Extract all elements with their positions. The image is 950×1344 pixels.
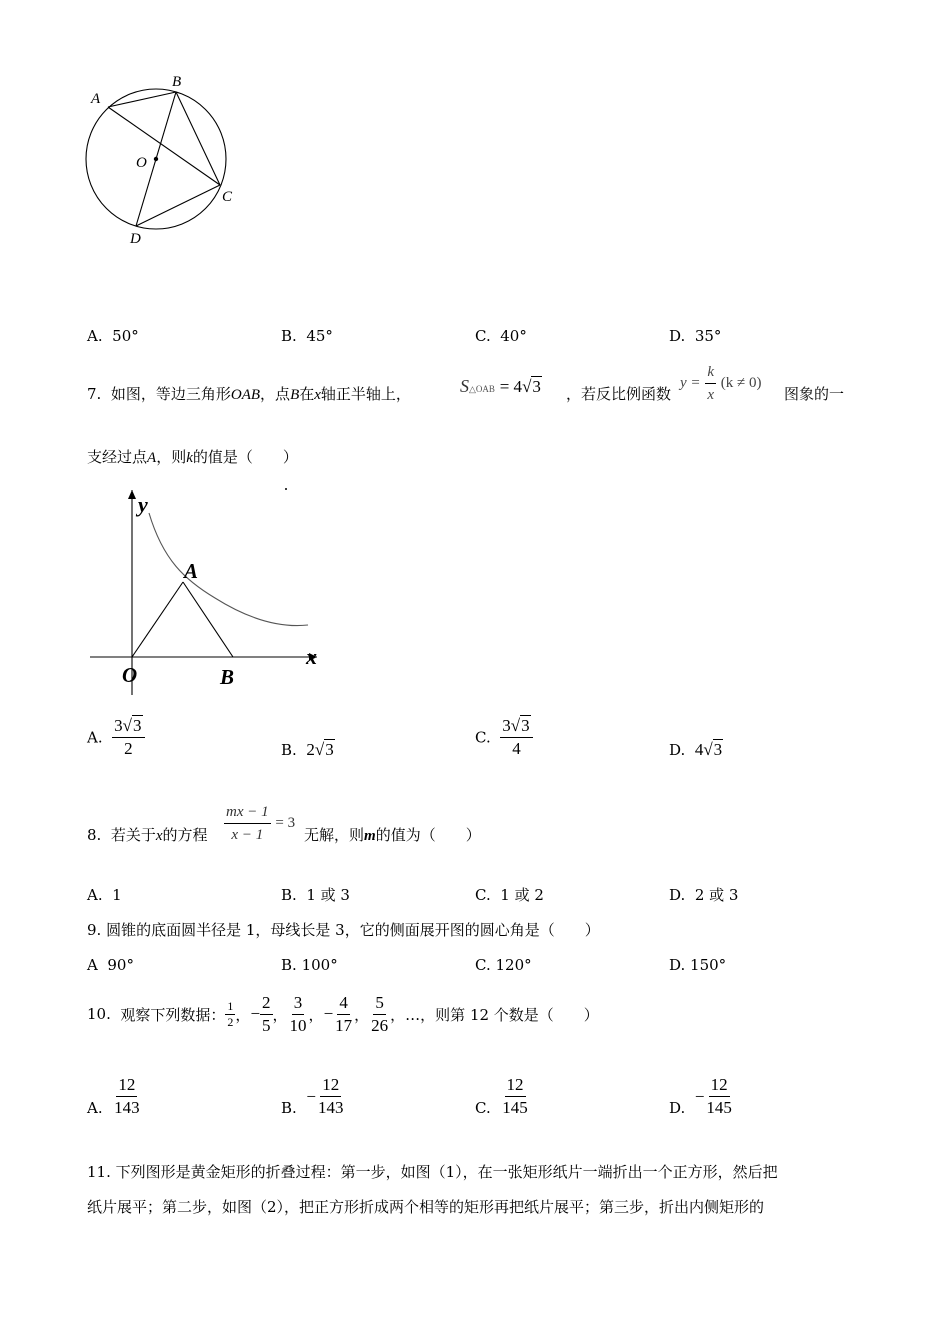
q10-fraction-2: $\frac{2}{5}$ xyxy=(262,992,271,1035)
q7-option-a: A. $\frac{3√3}{2}$ xyxy=(87,716,145,759)
q7-stem-line1: 7. 如图，等边三角形OAB，点B在x轴正半轴上， xyxy=(87,385,411,403)
stray-dot xyxy=(285,488,287,490)
q7-text-part5: ，若反比例函数 xyxy=(566,385,672,403)
q8-equation: $\frac{mx - 1}{x - 1}$ = 3 xyxy=(226,804,296,843)
q10-option-b: B. − $\frac{12}{143}$ xyxy=(281,1075,344,1117)
q9-stem: 9. 圆锥的底面圆半径是 1，母线长是 3，它的侧面展开图的圆心角是（ ） xyxy=(87,921,600,939)
q6-option-a: A. 50° xyxy=(87,327,139,345)
center-point xyxy=(154,157,158,161)
q7-graph xyxy=(85,480,345,695)
q11-stem-line2: 纸片展平；第二步，如图（2），把正方形折成两个相等的矩形再把纸片展平；第三步，折出内侧矩形的 xyxy=(87,1198,765,1216)
label-x: x xyxy=(306,644,317,669)
q6-option-c: C. 40° xyxy=(475,327,527,345)
segment-dc xyxy=(136,185,220,226)
q8-option-d: D. 2 或 3 xyxy=(669,886,739,904)
q8-option-c: C. 1 或 2 xyxy=(475,886,544,904)
q9-option-a: A 90° xyxy=(87,956,134,974)
label-y: y xyxy=(138,492,148,517)
segment-ac xyxy=(108,107,220,185)
segment-bc xyxy=(176,92,220,185)
label-c: C xyxy=(222,189,233,205)
label-d: D xyxy=(130,231,141,247)
circle-figure xyxy=(80,70,250,250)
q8-option-b: B. 1 或 3 xyxy=(281,886,350,904)
label-b: B xyxy=(172,74,182,90)
label-b: B xyxy=(220,665,235,689)
q8-option-a: A. 1 xyxy=(87,886,122,904)
q7-option-d: D. 4√3 xyxy=(669,740,723,759)
q9-option-d: D. 150° xyxy=(669,956,727,974)
q10-fraction-3: $\frac{3}{10}$ xyxy=(289,992,307,1035)
q8-stem-tail: 无解，则m的值为（ ） xyxy=(304,826,481,844)
label-o: O xyxy=(122,663,138,687)
q10-option-a: A. $\frac{12}{143}$ xyxy=(87,1075,140,1117)
q8-stem: 8. 若关于x的方程 xyxy=(87,826,208,844)
q10-fraction-1: $\frac{1}{2}$ xyxy=(227,998,234,1029)
q7-option-c: C. $\frac{3√3}{4}$ xyxy=(475,716,533,759)
q9-option-c: C. 120° xyxy=(475,956,532,974)
q9-option-b: B. 100° xyxy=(281,956,338,974)
hyperbola-curve xyxy=(149,513,308,626)
q11-stem-line1: 11. 下列图形是黄金矩形的折叠过程：第一步，如图（1），在一张矩形纸片一端折出一个正方形，然后把 xyxy=(87,1163,778,1181)
q7-option-b: B. 2√3 xyxy=(281,740,334,759)
q10-option-c: C. $\frac{12}{145}$ xyxy=(475,1075,528,1117)
q7-stem-line2: 支经过点A，则k的值是（ ） xyxy=(87,448,298,466)
q10-option-d: D. − $\frac{12}{145}$ xyxy=(669,1075,732,1117)
q6-option-b: B. 45° xyxy=(281,327,333,345)
y-axis-arrow xyxy=(128,490,136,499)
q7-function-formula: y = $\frac{k}{x}$ (k ≠ 0) xyxy=(680,364,762,403)
segment-oa xyxy=(132,582,183,657)
q6-option-d: D. 35° xyxy=(669,327,722,345)
label-a: A xyxy=(91,91,101,107)
label-o: O xyxy=(136,155,147,171)
q10-fraction-4: $\frac{4}{17}$ xyxy=(335,992,353,1035)
q7-area-formula: S△OAB = 4√3 xyxy=(460,376,541,396)
q10-fraction-5: $\frac{5}{26}$ xyxy=(371,992,389,1035)
label-a: A xyxy=(184,559,199,583)
q7-text-part6: 图象的一 xyxy=(784,385,845,403)
q10-stem: 10. 观察下列数据： $\frac{1}{2}$ ， − $\frac{2}{5}$ ， $\frac{3}{10}$ ， − $\frac{4}{17}$ ， $\frac{5}{26}$ ，…，则第 12 个数是（ ） xyxy=(87,992,599,1035)
